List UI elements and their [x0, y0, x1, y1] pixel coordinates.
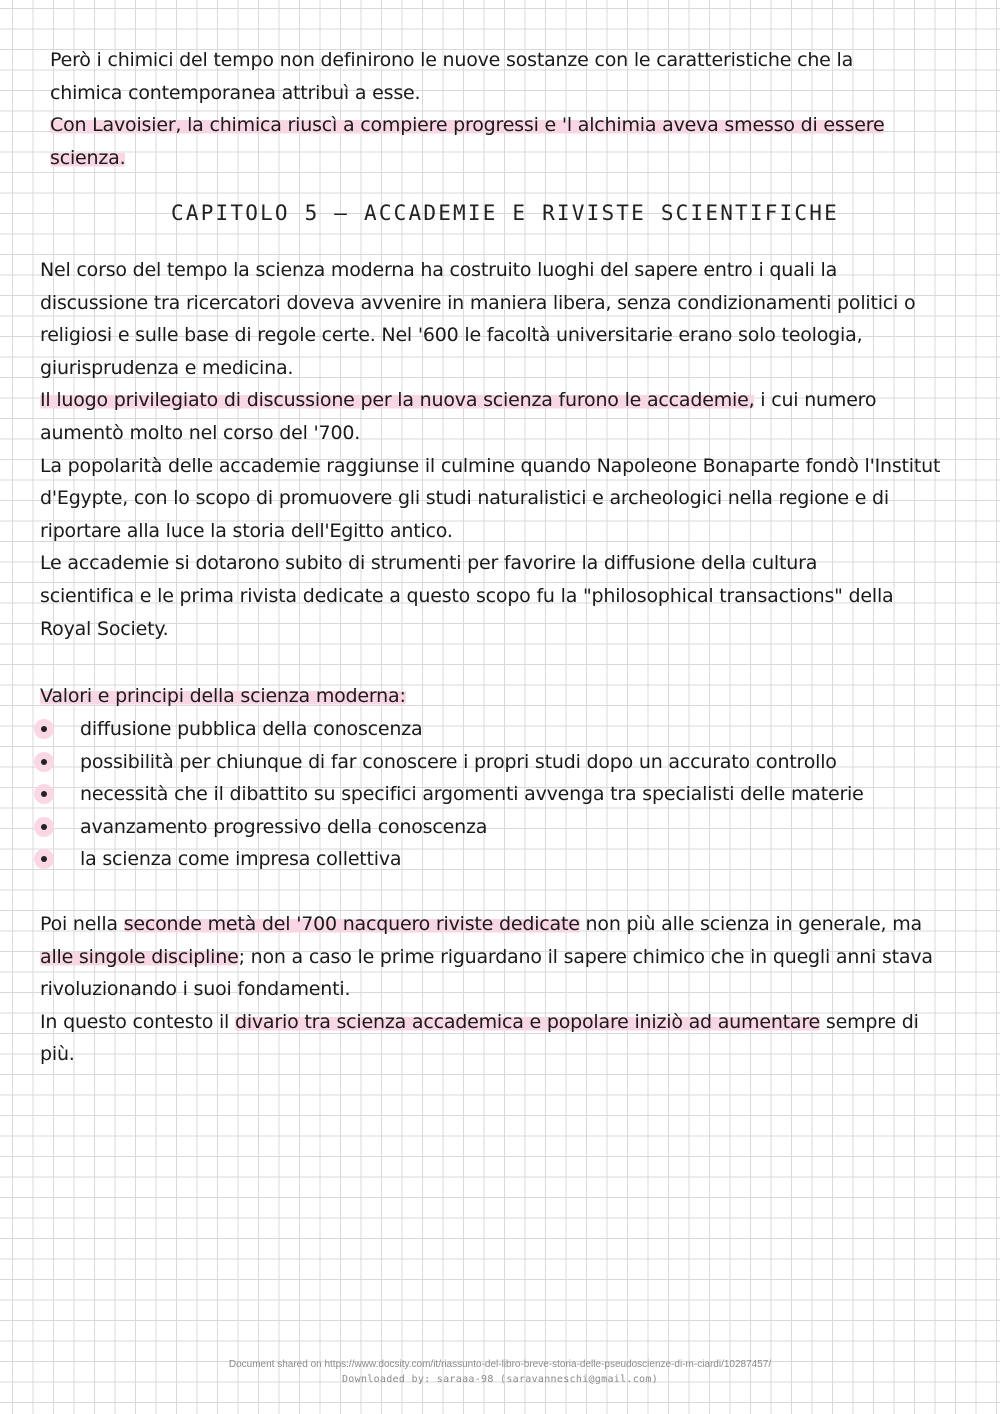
highlighted-text: scienza. [50, 146, 126, 169]
list-item-text: diffusione pubblica della conoscenza [80, 718, 423, 740]
body-text-run: i cui numero [754, 389, 877, 412]
body-line [40, 384, 940, 417]
intro-line: Però i chimici del tempo non definirono le nuove sostanze con le caratteristiche che la [50, 49, 854, 71]
intro-paragraph [50, 44, 884, 174]
body-text-run: ; non a caso le prime riguardano il sapere chimico che in quegli anni stava [238, 945, 933, 968]
closing-line [40, 941, 933, 974]
footer-shared-link[interactable]: Document shared on https://www.docsity.com/it/riassunto-del-libro-breve-storia-delle-pseudoscienze-di-m-ciardi/10287457/ [228, 1359, 772, 1370]
values-heading-line [40, 680, 406, 713]
list-item-text: la scienza come impresa collettiva [80, 848, 402, 871]
highlighted-text: Valori e principi della scienza moderna: [40, 685, 406, 707]
closing-line [40, 908, 933, 941]
list-item-text: avanzamento progressivo della conoscenza [80, 815, 488, 838]
closing-paragraph [40, 908, 933, 1071]
highlighted-text: Con Lavoisier, la chimica riuscì a compiere progressi e 'l alchimia aveva smesso di essere [50, 114, 885, 137]
body-line: Le accademie si dotarono subito di strumenti per favorire la diffusione della cultura [40, 552, 818, 575]
body-line: riportare alla luce la storia dell'Egitto antico. [40, 519, 453, 542]
closing-line: rivoluzionando i suoi fondamenti. [40, 978, 351, 1001]
highlighted-text: divario tra scienza accademica e popolare iniziò ad aumentare [234, 1010, 821, 1033]
body-text-run: non più alle scienza in generale, ma [579, 913, 922, 935]
closing-line: più. [40, 1043, 75, 1066]
body-text-run: sempre di [820, 1010, 919, 1033]
intro-line [50, 142, 884, 175]
intro-line: chimica contemporanea attribuì a esse. [50, 81, 421, 104]
list-item-text: possibilità per chiunque di far conoscere i propri studi dopo un accurato controllo [80, 750, 837, 773]
body-line: religiosi e sulle base di regole certe. Nel '600 le facoltà universitarie erano solo teologia, [40, 324, 863, 347]
list-item-text: necessità che il dibattito su specifici argomenti avvenga tra specialisti delle materie [80, 783, 864, 806]
bullet-icon [34, 849, 54, 869]
values-heading [40, 680, 406, 713]
body-line: giurisprudenza e medicina. [40, 356, 294, 379]
bullet-icon [34, 784, 54, 804]
body-line: La popolarità delle accademie raggiunse il culmine quando Napoleone Bonaparte fondò l'Institut [40, 454, 941, 477]
highlighted-text: Il luogo privilegiato di discussione per la nuova scienza furono le accademie, [40, 389, 755, 412]
highlighted-text: alle singole discipline [40, 945, 239, 968]
body-line: d'Egypte, con lo scopo di promuovere gli studi naturalistici e archeologici nella regione e di [40, 487, 889, 510]
body-line: aumentò molto nel corso del '700. [40, 421, 361, 444]
chapter-title: CAPITOLO 5 — ACCADEMIE E RIVISTE SCIENTIFICHE [171, 201, 839, 225]
footer-downloaded-by: Downloaded by: saraaa-98 (saravanneschi@gmail.com) [341, 1374, 659, 1385]
closing-line [40, 1006, 933, 1039]
body-line: scientifica e le prima rivista dedicate a questo scopo fu la "philosophical transactions" della [40, 584, 894, 607]
highlighted-text: seconde metà del '700 nacquero riviste dedicate [123, 913, 580, 935]
body-line: Royal Society. [40, 617, 169, 640]
body-line: Nel corso del tempo la scienza moderna ha costruito luoghi del sapere entro i quali la [40, 259, 838, 281]
bullet-icon [34, 719, 54, 739]
body-text-run: In questo contesto il [40, 1010, 235, 1033]
body-text-run: Poi nella [40, 913, 124, 935]
body-text [40, 254, 940, 645]
body-line: discussione tra ricercatori doveva avvenire in maniera libera, senza condizionamenti politici o [40, 291, 916, 314]
bullet-icon [34, 752, 54, 772]
intro-line [50, 109, 884, 142]
bullet-icon [34, 817, 54, 837]
